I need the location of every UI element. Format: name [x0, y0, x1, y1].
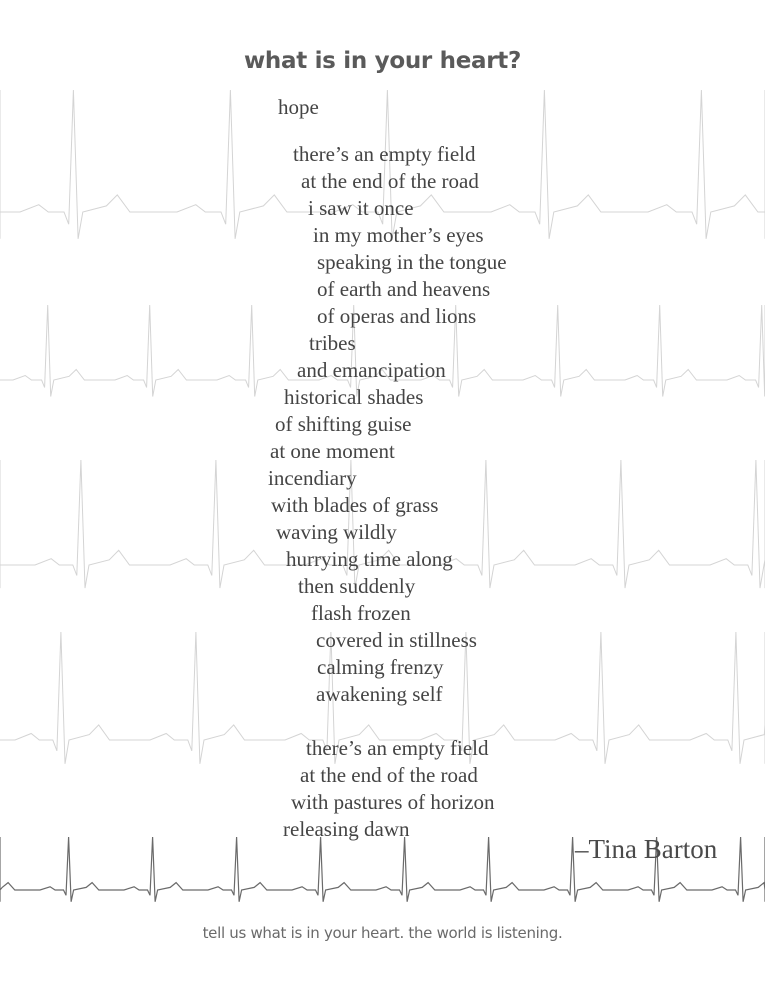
poem-line: hurrying time along	[286, 547, 453, 571]
poem-line: at one moment	[270, 439, 395, 463]
poem-line: there’s an empty field	[306, 736, 489, 760]
poem-line: at the end of the road	[301, 169, 479, 193]
poem-heading: hope	[278, 95, 319, 119]
poem-line: of shifting guise	[275, 412, 412, 436]
poem-line: and emancipation	[297, 358, 446, 382]
poem-line: then suddenly	[298, 574, 416, 598]
poem-line: calming frenzy	[317, 655, 444, 679]
poem-line: tribes	[309, 331, 356, 355]
poem-line: with pastures of horizon	[291, 790, 495, 814]
poem-line: historical shades	[284, 385, 424, 409]
author-signature: –Tina Barton	[575, 834, 718, 864]
poem-line: in my mother’s eyes	[313, 223, 484, 247]
poem-line: waving wildly	[276, 520, 397, 544]
poem-line: of earth and heavens	[317, 277, 491, 301]
poem-line: releasing dawn	[283, 817, 410, 841]
poem-line: there’s an empty field	[293, 142, 476, 166]
poem-line: awakening self	[316, 682, 443, 706]
poem-line: flash frozen	[311, 601, 411, 625]
poem-line: at the end of the road	[300, 763, 478, 787]
poem-line: speaking in the tongue	[317, 250, 507, 274]
page-title: what is in your heart?	[243, 48, 522, 74]
poem-line: with blades of grass	[271, 493, 439, 517]
footer-tagline: tell us what is in your heart. the world is listening.	[202, 924, 563, 942]
poem-line: covered in stillness	[316, 628, 477, 652]
poem-line: incendiary	[268, 466, 357, 490]
poem-line: of operas and lions	[317, 304, 477, 328]
poem-line: i saw it once	[308, 196, 414, 220]
